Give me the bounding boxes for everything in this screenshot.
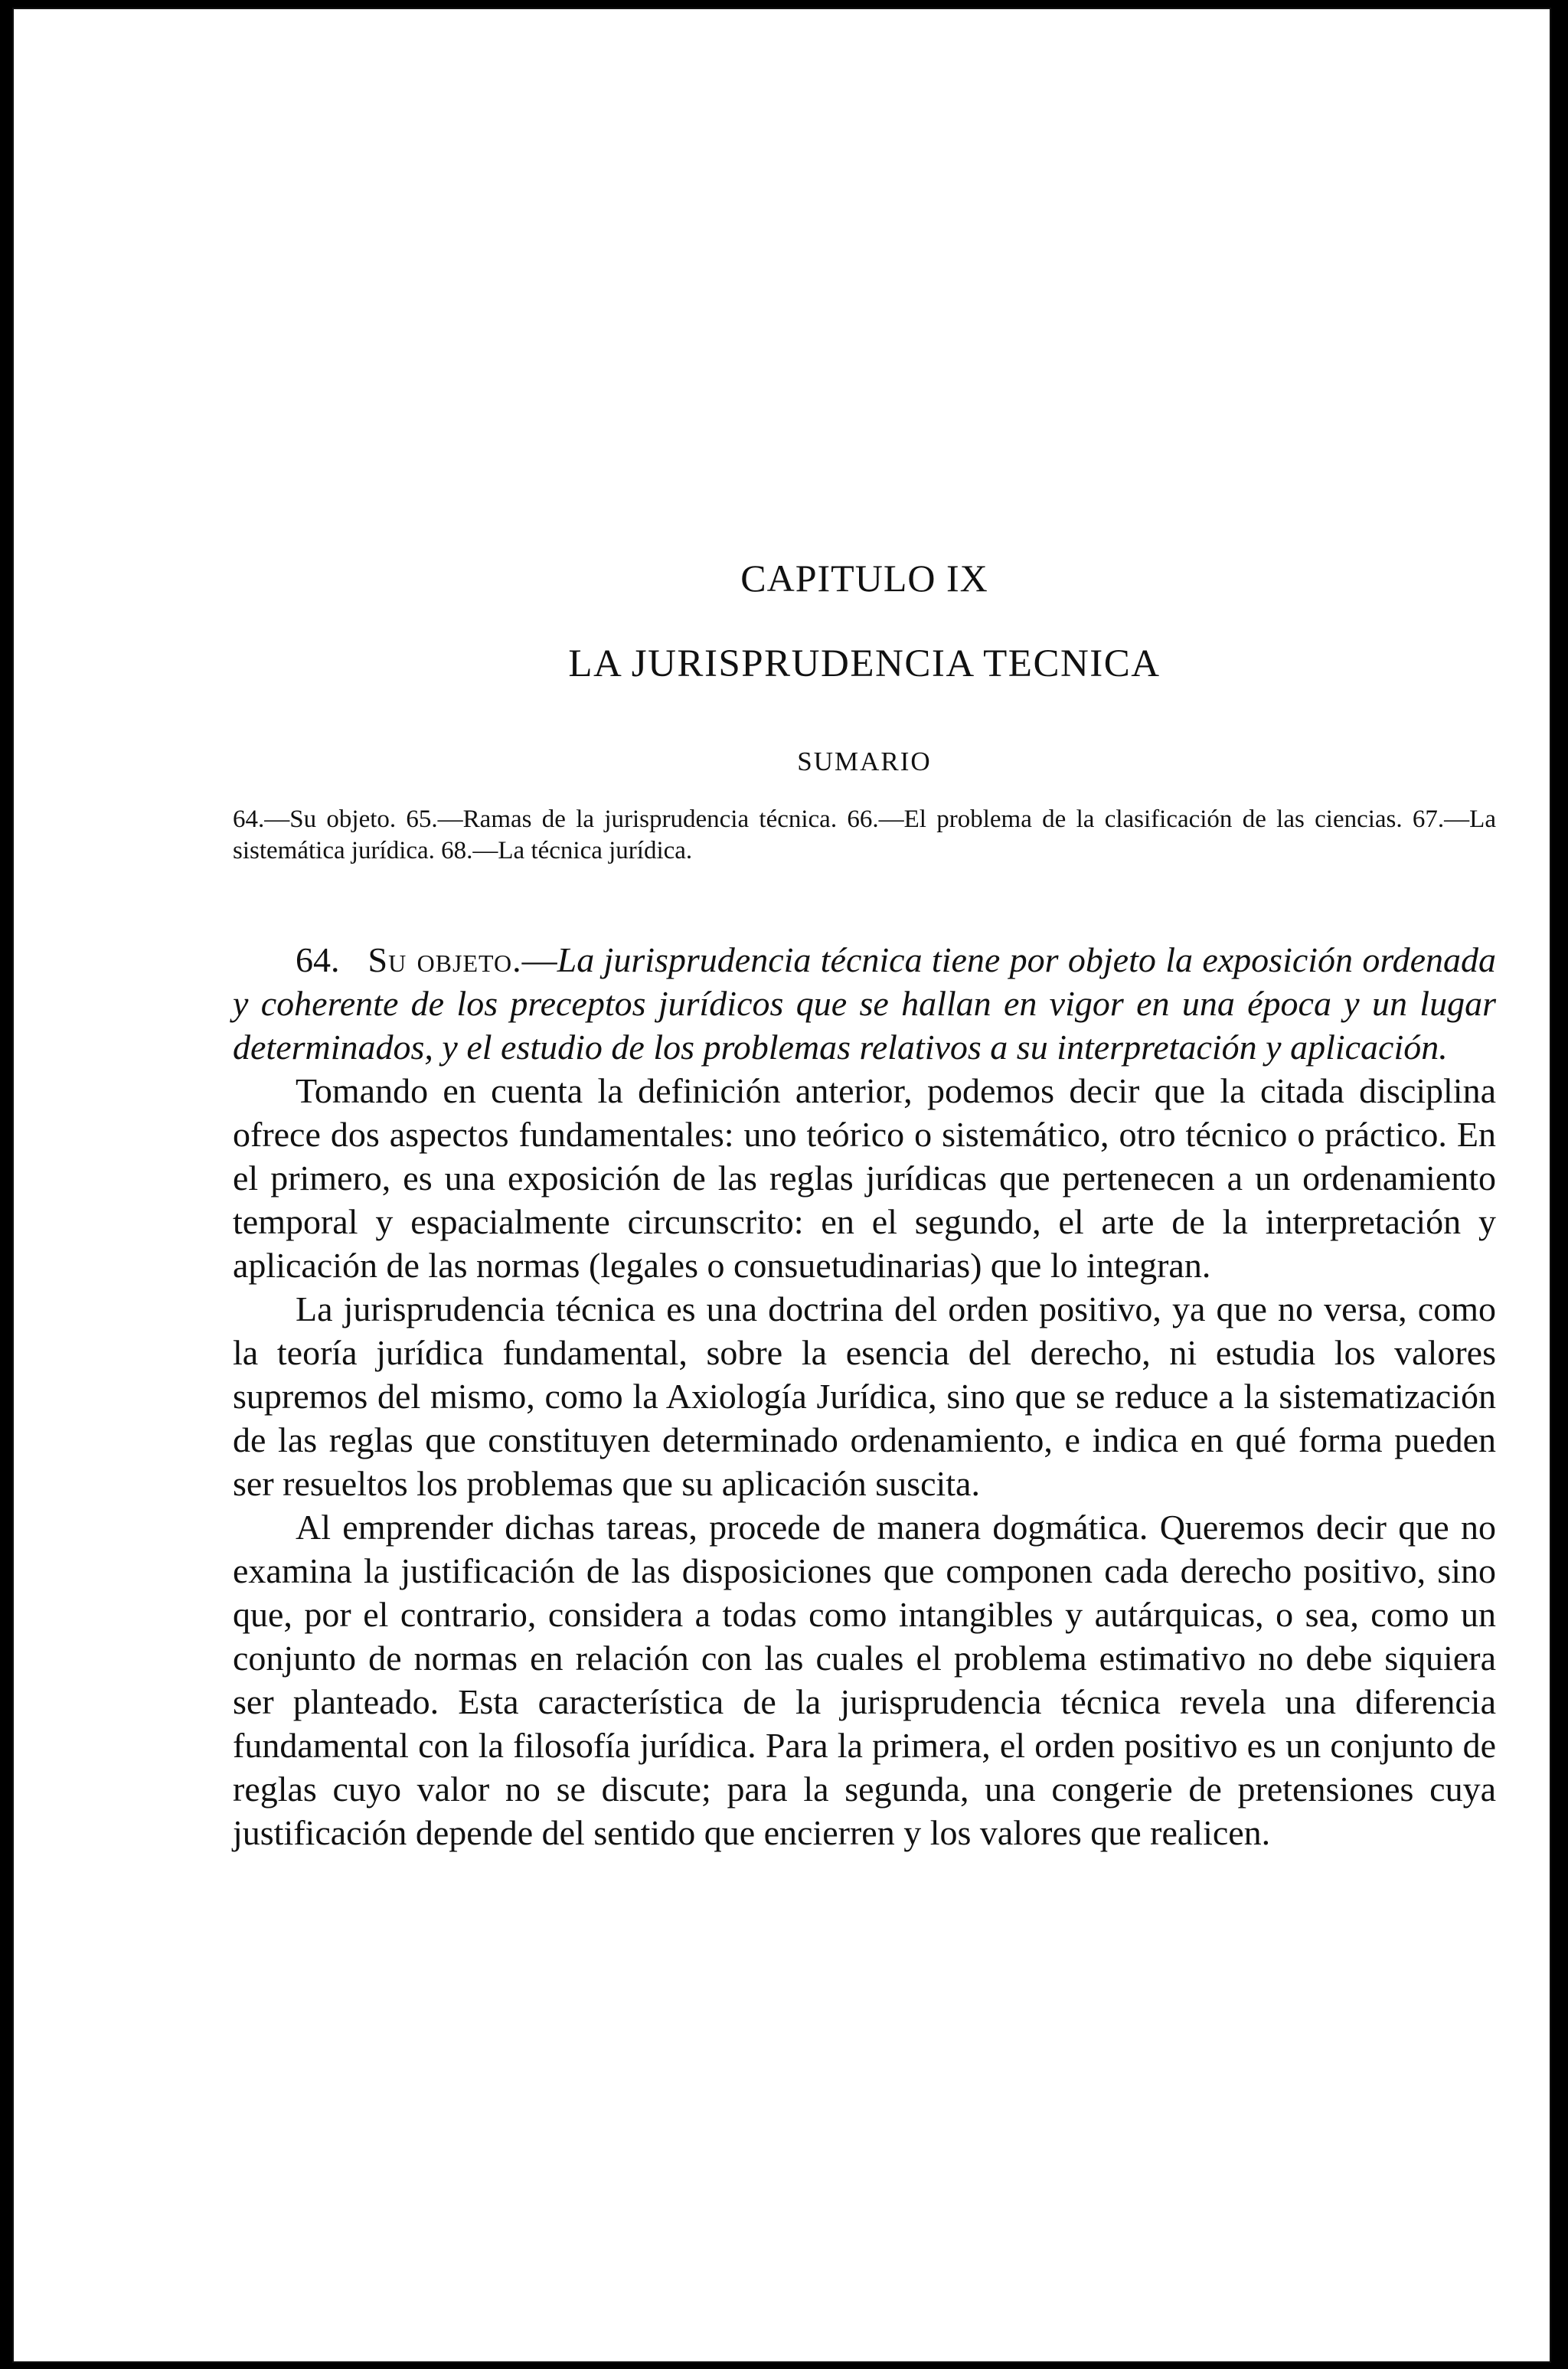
body-paragraph: Al emprender dichas tareas, procede de manera dogmática. Queremos decir que no examina la justificación de las disposiciones que componen cada derecho positivo, sino que, por el contrario, considera a todas como intangibles y autárquicas, o sea, como un conjunto de normas en relación con las cuales el problema estimativo no debe siquiera ser planteado. Esta característica de la jurisprudencia técnica revela una diferencia fundamental con la filosofía jurídica. Para la primera, el orden positivo es un conjunto de reglas cuyo valor no se discute; para la segunda, una congerie de pretensiones cuya justificación depende del sentido que encierren y los valores que realicen. [233, 1508, 1496, 1852]
sumario-text: 64.—Su objeto. 65.—Ramas de la jurisprudencia técnica. 66.—El problema de la clasificación de las ciencias. 67.—La sistemática jurídica. 68.—La técnica jurídica. [233, 805, 1496, 864]
sumario-heading: SUMARIO [797, 747, 932, 776]
body-paragraph: Tomando en cuenta la definición anterior, podemos decir que la citada disciplina ofrece dos aspectos fundamentales: uno teórico o sistemático, otro técnico o práctico. En el primero, es una exposición de las reglas jurídicas que pertenecen a un ordenamiento temporal y espacialmente circunscrito: en el segundo, el arte de la interpretación y aplicación de las normas (legales o consuetudinarias) que lo integran. [233, 1071, 1496, 1285]
body-paragraph: La jurisprudencia técnica es una doctrina del orden positivo, ya que no versa, como la teoría jurídica fundamental, sobre la esencia del derecho, ni estudia los valores supremos del mismo, como la Axiología Jurídica, sino que se reduce a la sistematización de las reglas que constituyen determinado ordenamiento, e indica en qué forma pueden ser resueltos los problemas que su aplicación suscita. [233, 1289, 1496, 1503]
section-definition: La jurisprudencia técnica tiene por objeto la exposición ordenada y coherente de los preceptos jurídicos que se hallan en vigor en una época y un lugar determinados, y el estudio de los problemas relativos a su interpretación y aplicación. [233, 940, 1497, 1067]
chapter-title: LA JURISPRUDENCIA TECNICA [568, 642, 1161, 685]
section-paragraph [233, 938, 1496, 1069]
section-number: 64. [296, 940, 340, 979]
section-dash: — [521, 940, 557, 979]
book-page [12, 8, 1551, 2363]
margin-mark [1514, 1014, 1545, 1017]
section-title: Su objeto. [368, 940, 522, 979]
body-text [233, 938, 1496, 1854]
chapter-label: CAPITULO IX [740, 557, 988, 600]
